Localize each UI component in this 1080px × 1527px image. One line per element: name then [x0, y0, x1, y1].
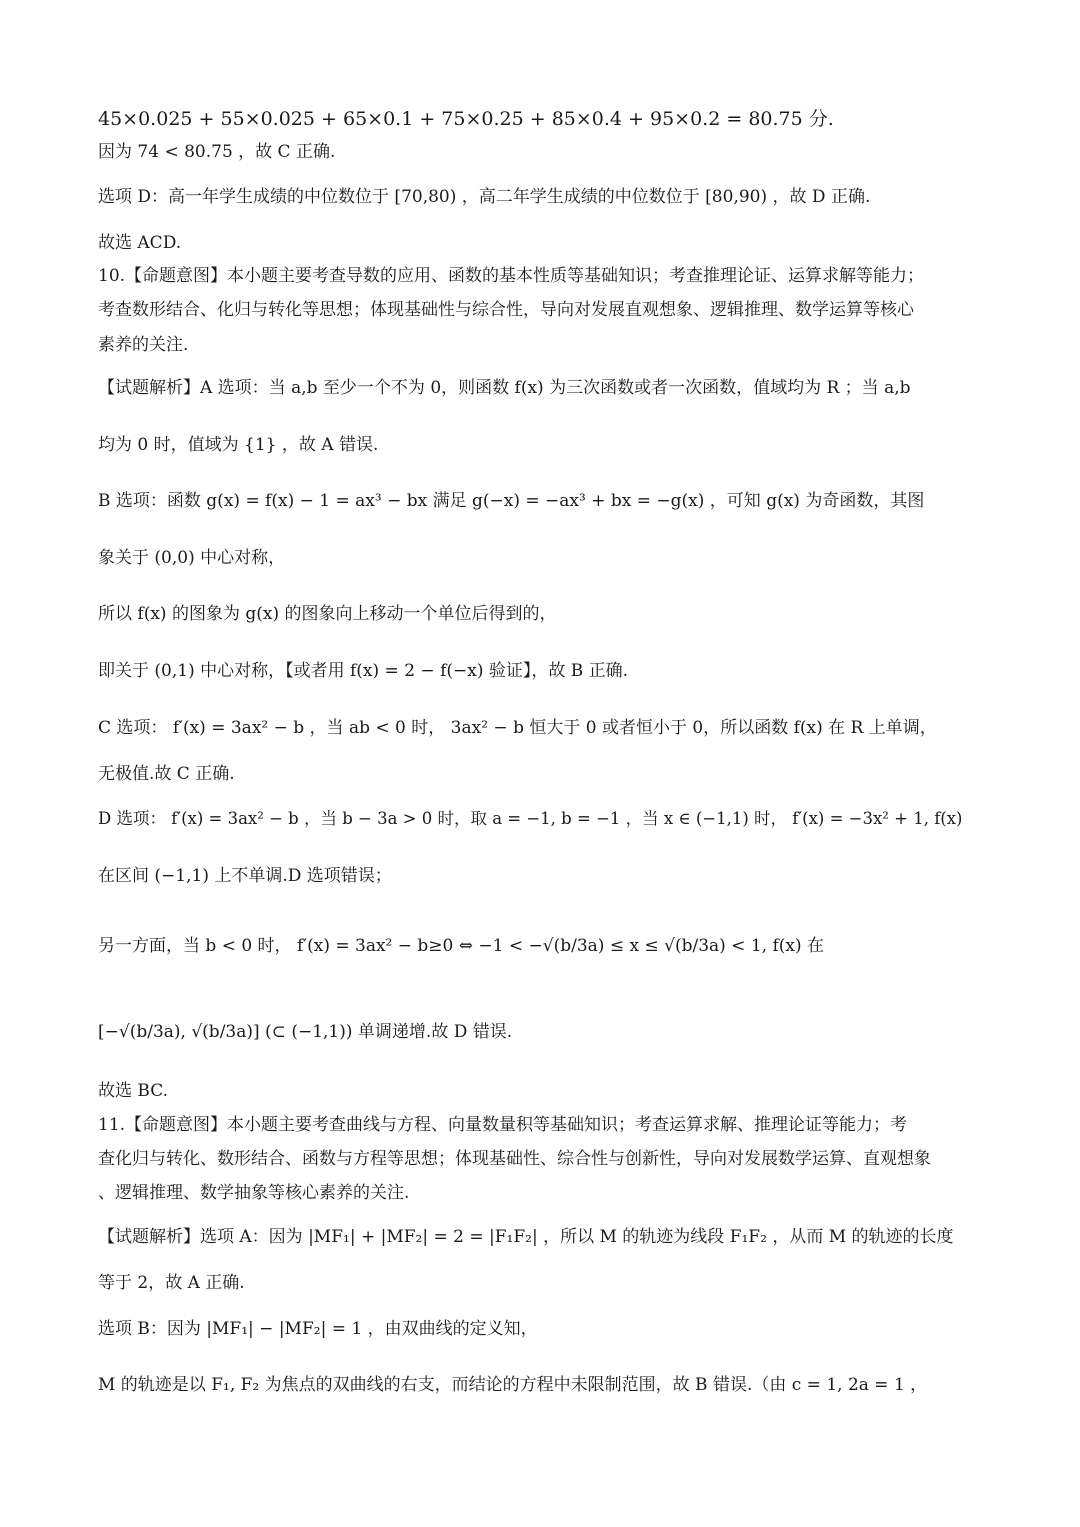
text-line: 45×0.025 + 55×0.025 + 65×0.1 + 75×0.25 + 85×0.4 + 95×0.2 = 80.75 分.	[98, 108, 834, 130]
text-line: 均为 0 时，值域为 {1} ，故 A 错误.	[98, 435, 379, 455]
text-line: 11.【命题意图】本小题主要考查曲线与方程、向量数量积等基础知识；考查运算求解、推理论证等能力；考	[98, 1115, 908, 1135]
text-line: [−√(b/3a), √(b/3a)] (⊂ (−1,1)) 单调递增.故 D 错误.	[98, 1022, 513, 1042]
text-line: 另一方面，当 b < 0 时， f′(x) = 3ax² − b≥0 ⇔ −1 < −√(b/3a) ≤ x ≤ √(b/3a) < 1, f(x) 在	[98, 936, 825, 956]
text-line: 故选 BC.	[98, 1081, 169, 1101]
text-line: 所以 f(x) 的图象为 g(x) 的图象向上移动一个单位后得到的，	[98, 604, 557, 624]
text-line: C 选项： f′(x) = 3ax² − b ，当 ab < 0 时， 3ax² − b 恒大于 0 或者恒小于 0，所以函数 f(x) 在 R 上单调，	[98, 718, 937, 738]
text-line: 【试题解析】A 选项：当 a,b 至少一个不为 0，则函数 f(x) 为三次函数或者一次函数，值域均为 R ；当 a,b	[98, 378, 911, 398]
text-line: 等于 2，故 A 正确.	[98, 1273, 245, 1293]
text-line: 、逻辑推理、数学抽象等核心素养的关注.	[98, 1183, 410, 1203]
text-line: 素养的关注.	[98, 335, 189, 355]
text-line: D 选项： f′(x) = 3ax² − b ，当 b − 3a > 0 时，取 a = −1, b = −1 ，当 x ∈ (−1,1) 时， f′(x) = −3x² + 1, f(x)	[98, 809, 963, 828]
text-line: B 选项：函数 g(x) = f(x) − 1 = ax³ − bx 满足 g(−x) = −ax³ + bx = −g(x) ，可知 g(x) 为奇函数，其图	[98, 491, 925, 511]
text-line: 考查数形结合、化归与转化等思想；体现基础性与综合性，导向对发展直观想象、逻辑推理、数学运算等核心	[98, 300, 914, 320]
text-line: 10.【命题意图】本小题主要考查导数的应用、函数的基本性质等基础知识；考查推理论证、运算求解等能力；	[98, 266, 925, 286]
text-line: 选项 B：因为 |MF₁| − |MF₂| = 1 ，由双曲线的定义知，	[98, 1319, 538, 1339]
text-line: 在区间 (−1,1) 上不单调.D 选项错误；	[98, 866, 392, 886]
text-line: M 的轨迹是以 F₁, F₂ 为焦点的双曲线的右支，而结论的方程中未限制范围，故 B 错误.（由 c = 1, 2a = 1 ，	[98, 1375, 928, 1395]
text-line: 查化归与转化、数形结合、函数与方程等思想；体现基础性、综合性与创新性，导向对发展数学运算、直观想象	[98, 1149, 931, 1169]
text-line: 无极值.故 C 正确.	[98, 764, 235, 784]
text-line: 即关于 (0,1) 中心对称，【或者用 f(x) = 2 − f(−x) 验证】，故 B 正确.	[98, 661, 629, 681]
text-line: 【试题解析】选项 A：因为 |MF₁| + |MF₂| = 2 = |F₁F₂| ，所以 M 的轨迹为线段 F₁F₂ ，从而 M 的轨迹的长度	[98, 1227, 954, 1247]
text-line: 选项 D：高一年学生成绩的中位数位于 [70,80) ，高二年学生成绩的中位数位于 [80,90) ，故 D 正确.	[98, 187, 871, 207]
text-line: 故选 ACD.	[98, 233, 182, 253]
text-line: 象关于 (0,0) 中心对称，	[98, 548, 286, 568]
text-line: 因为 74 < 80.75 ，故 C 正确.	[98, 142, 336, 162]
